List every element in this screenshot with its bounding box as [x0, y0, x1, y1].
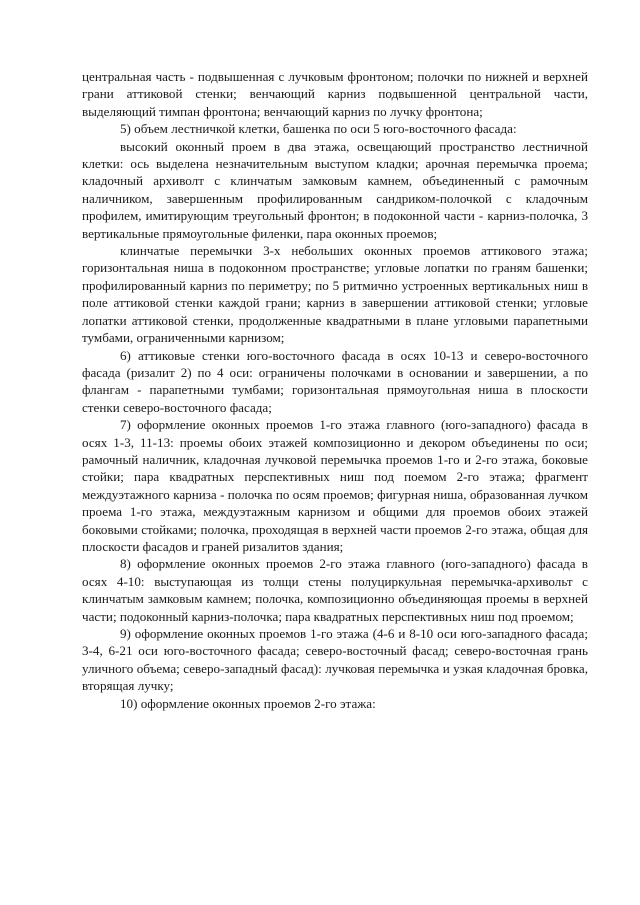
paragraph-7: 8) оформление оконных проемов 2-го этажа главного (юго-западного) фасада в осях 4-10: выступающая из толщи стены полуциркульная перемычка-архивольт с клинчатым замковым камнем; полочка, композиционно объединяющая проемы в верхней части; подоконный карниз-полочка; пара квадратных перспективных ниш под проемом; — [82, 556, 588, 624]
paragraph-8: 9) оформление оконных проемов 1-го этажа (4-6 и 8-10 оси юго-западного фасада; 3-4, 6-21 оси юго-восточного фасада; северо-восточный фасад; северо-восточная грань уличного объема; северо-западный фасад): лучковая перемычка и узкая кладочная бровка, вторящая лучку; — [82, 626, 588, 694]
document-body — [82, 68, 588, 712]
paragraph-5: 6) аттиковые стенки юго-восточного фасада в осях 10-13 и северо-восточного фасада (ризалит 2) по 4 оси: ограничены полочками в основании и завершении, а по флангам - парапетными тумбами; горизонтальная прямоугольная ниша в плоскости стенки северо-восточного фасада; — [82, 347, 588, 415]
paragraph-6: 7) оформление оконных проемов 1-го этажа главного (юго-западного) фасада в осях 1-3, 11-13: проемы обоих этажей композиционно и декором объединены по оси; рамочный наличник, кладочная лучковой перемычка проемов 1-го и 2-го этажа, боковые стойки; пара квадратных перспективных ниш под поемом 2-го этажа; фрагмент междуэтажного карниза - полочка по осям проемов; фигурная ниша, образованная лучком проема 1-го этажа, междуэтажным карнизом и общими для проемов обоих этажей боковыми стойками; полочка, проходящая в верхней части проемов 2-го этажа, общая для плоскости фасадов и граней ризалитов здания; — [82, 417, 588, 554]
paragraph-9: 10) оформление оконных проемов 2-го этажа: — [120, 695, 376, 711]
paragraph-1: центральная часть - подвышенная с лучковым фронтоном; полочки по нижней и верхней грани аттиковой стенки; венчающий карниз подвышенной центральной части, выделяющий тимпан фронтона; венчающий карниз по лучку фронтона; — [82, 69, 588, 119]
paragraph-2: 5) объем лестничкой клетки, башенка по оси 5 юго-восточного фасада: — [120, 121, 517, 137]
paragraph-4: клинчатые перемычки 3-х небольших оконных проемов аттикового этажа; горизонтальная ниша в подоконном пространстве; угловые лопатки по граням башенки; профилированный карниз по периметру; по 5 ритмично устроенных вертикальных ниш в поле аттиковой стенки каждой грани; карниз в завершении аттиковой стенки; угловые лопатки аттиковой стенки, продолженные квадратными в плане угловыми парапетными тумбами, ограниченными карнизом; — [82, 243, 588, 346]
paragraph-3: высокий оконный проем в два этажа, освещающий пространство лестничной клетки: ось выделена незначительным выступом кладки; арочная перемычка проема; кладочный архиволт с клинчатым замковым камнем, объединенный с рамочным наличником, завершенным профилированным сандриком-полочкой с кладочным профилем, имитирующим треугольный фронтон; в подоконной части - карниз-полочка, 3 вертикальные прямоугольные филенки, пара оконных проемов; — [82, 138, 588, 241]
